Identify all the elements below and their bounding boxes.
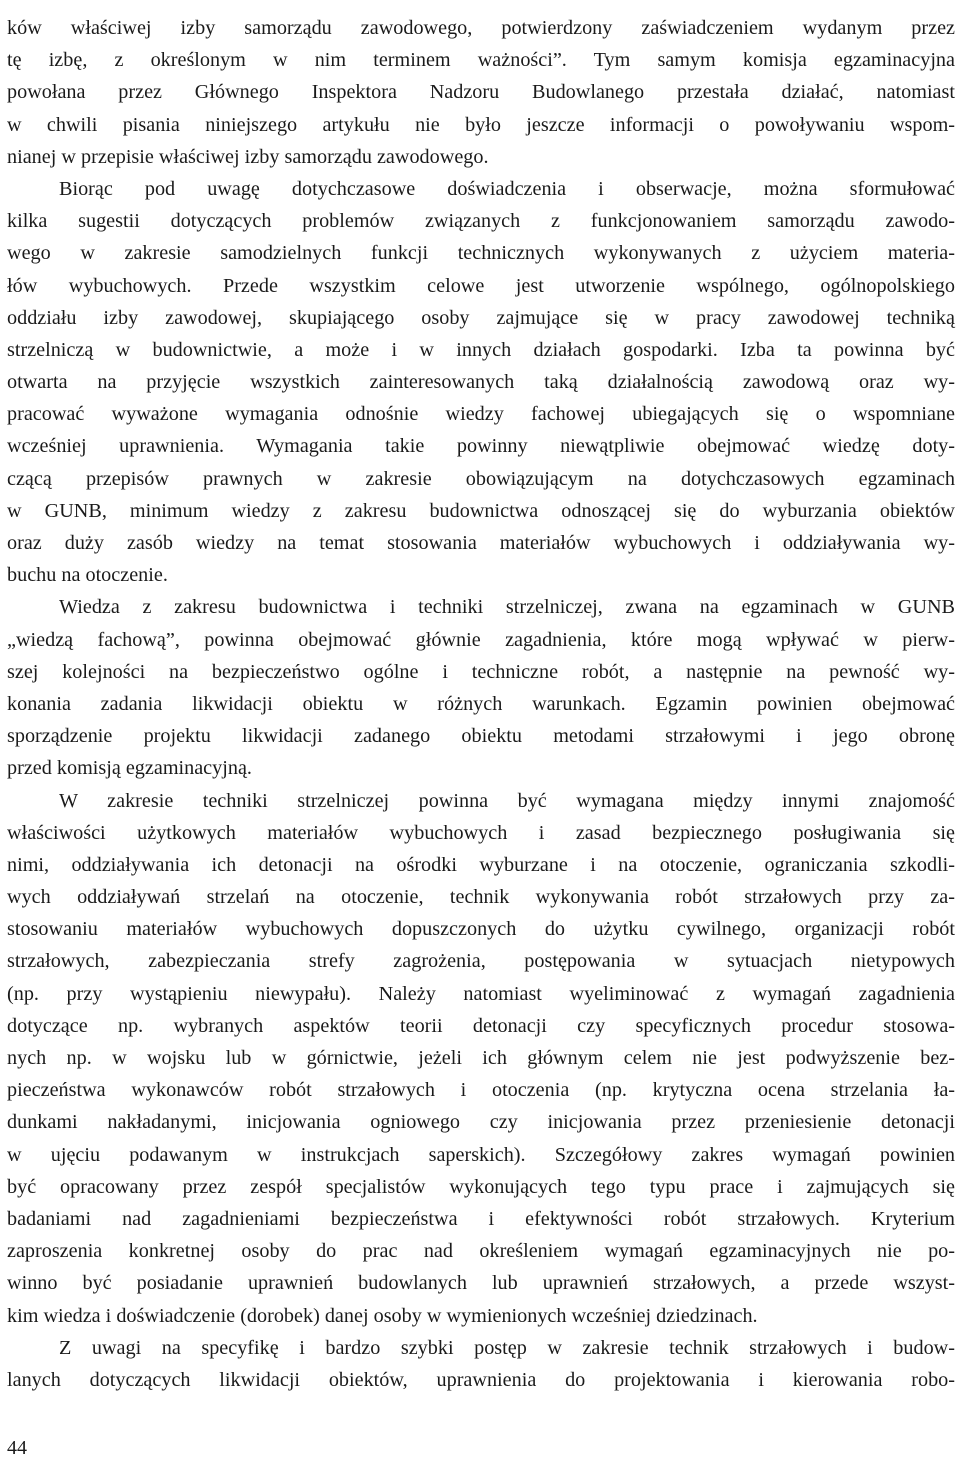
text-line: ków właściwej izby samorządu zawodowego, potwierdzony zaświadczeniem wydanym przez xyxy=(7,17,955,39)
text-line: strzelniczą w budownictwie, a może i w innych działach gospodarki. Izba ta powinna być xyxy=(7,338,955,361)
text-line: konania zadania likwidacji obiektu w różnych warunkach. Egzamin powinien obejmować xyxy=(7,692,955,715)
text-line: buchu na otoczenie. xyxy=(7,564,168,587)
text-line: oraz duży zasób wiedzy na temat stosowania materiałów wybuchowych i oddziaływania wy- xyxy=(7,532,955,554)
text-line: nimi, oddziaływania ich detonacji na ośrodki wyburzane i na otoczenie, ograniczania szkodli- xyxy=(7,853,955,876)
text-line: kim wiedza i doświadczenie (dorobek) danej osoby w wymienionych wcześniej dziedzinach. xyxy=(7,1304,758,1327)
body-text xyxy=(7,0,955,1396)
text-line: pieczeństwa wykonawców robót strzałowych i otoczenia (np. krytyczna ocena strzelania ła- xyxy=(7,1079,955,1102)
text-line: lanych dotyczących likwidacji obiektów, uprawnienia do projektowania i kierowania robo- xyxy=(7,1368,955,1391)
text-line: kilka sugestii dotyczących problemów związanych z funkcjonowaniem samorządu zawodo- xyxy=(7,210,955,233)
paragraph xyxy=(7,1332,955,1396)
text-line: czącą przepisów prawnych w zakresie obowiązującym na dotychczasowych egzaminach xyxy=(7,467,955,490)
document-page xyxy=(7,0,955,1460)
text-line: „wiedzą fachową”, powinna obejmować głównie zagadnienia, które mogą wpływać w pierw- xyxy=(7,628,955,651)
text-line: W zakresie techniki strzelniczej powinna być wymagana między innymi znajomość xyxy=(59,789,955,812)
text-line: sporządzenie projektu likwidacji zadanego obiektu metodami strzałowymi i jego obronę xyxy=(7,725,955,748)
text-line: dotyczące np. wybranych aspektów teorii detonacji czy specyficznych procedur stosowa- xyxy=(7,1014,955,1037)
paragraph xyxy=(7,785,955,1332)
text-line: powołana przez Głównego Inspektora Nadzoru Budowlanego przestała działać, natomiast xyxy=(7,81,955,104)
text-line: winno być posiadanie uprawnień budowlanych lub uprawnień strzałowych, a przede wszyst- xyxy=(7,1272,955,1295)
text-line: wego w zakresie samodzielnych funkcji technicznych wykonywanych z użyciem materia- xyxy=(7,242,955,265)
text-line: badaniami nad zagadnieniami bezpieczeństwa i efektywności robót strzałowych. Kryterium xyxy=(7,1207,955,1230)
text-line: nianej w przepisie właściwej izby samorządu zawodowego. xyxy=(7,145,489,168)
text-line: wcześniej uprawnienia. Wymagania takie powinny niewątpliwie obejmować wiedzę doty- xyxy=(7,435,955,458)
text-line: łów wybuchowych. Przede wszystkim celowe jest utworzenie wspólnego, ogólnopolskiego xyxy=(7,274,955,297)
text-line: wych oddziaływań strzelań na otoczenie, technik wykonywania robót strzałowych przy za- xyxy=(7,886,955,909)
paragraph xyxy=(7,12,955,173)
text-line: zaproszenia konkretnej osoby do prac nad określeniem wymagań egzaminacyjnych nie po- xyxy=(7,1240,955,1263)
text-line: w chwili pisania niniejszego artykułu nie było jeszcze informacji o powoływaniu wspom- xyxy=(7,113,955,136)
text-line: właściwości użytkowych materiałów wybuchowych i zasad bezpiecznego posługiwania się xyxy=(7,821,955,844)
text-line: Wiedza z zakresu budownictwa i techniki strzelniczej, zwana na egzaminach w GUNB xyxy=(59,596,955,619)
paragraph xyxy=(7,591,955,784)
text-line: Biorąc pod uwagę dotychczasowe doświadczenia i obserwacje, można sformułować xyxy=(59,177,955,200)
text-line: dunkami nakładanymi, inicjowania ogniowego czy inicjowania przez przeniesienie detonacji xyxy=(7,1111,955,1134)
paragraph xyxy=(7,173,955,591)
text-line: przed komisją egzaminacyjną. xyxy=(7,757,252,780)
text-line: Z uwagi na specyfikę i bardzo szybki postęp w zakresie technik strzałowych i budow- xyxy=(59,1336,955,1359)
text-line: strzałowych, zabezpieczania strefy zagrożenia, postępowania w sytuacjach nietypowych xyxy=(7,950,955,973)
text-line: pracować wyważone wymagania odnośnie wiedzy fachowej ubiegających się o wspomniane xyxy=(7,403,955,426)
text-line: być opracowany przez zespół specjalistów wykonujących tego typu prace i zajmujących się xyxy=(7,1175,955,1198)
text-line: nych np. w wojsku lub w górnictwie, jeżeli ich głównym celem nie jest podwyższenie bez- xyxy=(7,1047,955,1069)
text-line: oddziału izby zawodowej, skupiającego osoby zajmujące się w pracy zawodowej techniką xyxy=(7,306,955,329)
text-line: otwarta na przyjęcie wszystkich zainteresowanych taką działalnością zawodową oraz wy- xyxy=(7,371,955,394)
text-line: stosowaniu materiałów wybuchowych dopuszczonych do użytku cywilnego, organizacji robót xyxy=(7,918,955,941)
text-line: tę izbę, z określonym w nim terminem ważności”. Tym samym komisja egzaminacyjna xyxy=(7,49,955,72)
text-line: szej kolejności na bezpieczeństwo ogólne i techniczne robót, a następnie na pewność wy- xyxy=(7,660,955,683)
page-number: 44 xyxy=(7,1437,27,1459)
text-line: w GUNB, minimum wiedzy z zakresu budownictwa odnoszącej się do wyburzania obiektów xyxy=(7,499,955,522)
text-line: (np. przy wystąpieniu niewypału). Należy natomiast wyeliminować z wymagań zagadnienia xyxy=(7,982,955,1005)
text-line: w ujęciu podawanym w instrukcjach saperskich). Szczegółowy zakres wymagań powinien xyxy=(7,1143,955,1166)
